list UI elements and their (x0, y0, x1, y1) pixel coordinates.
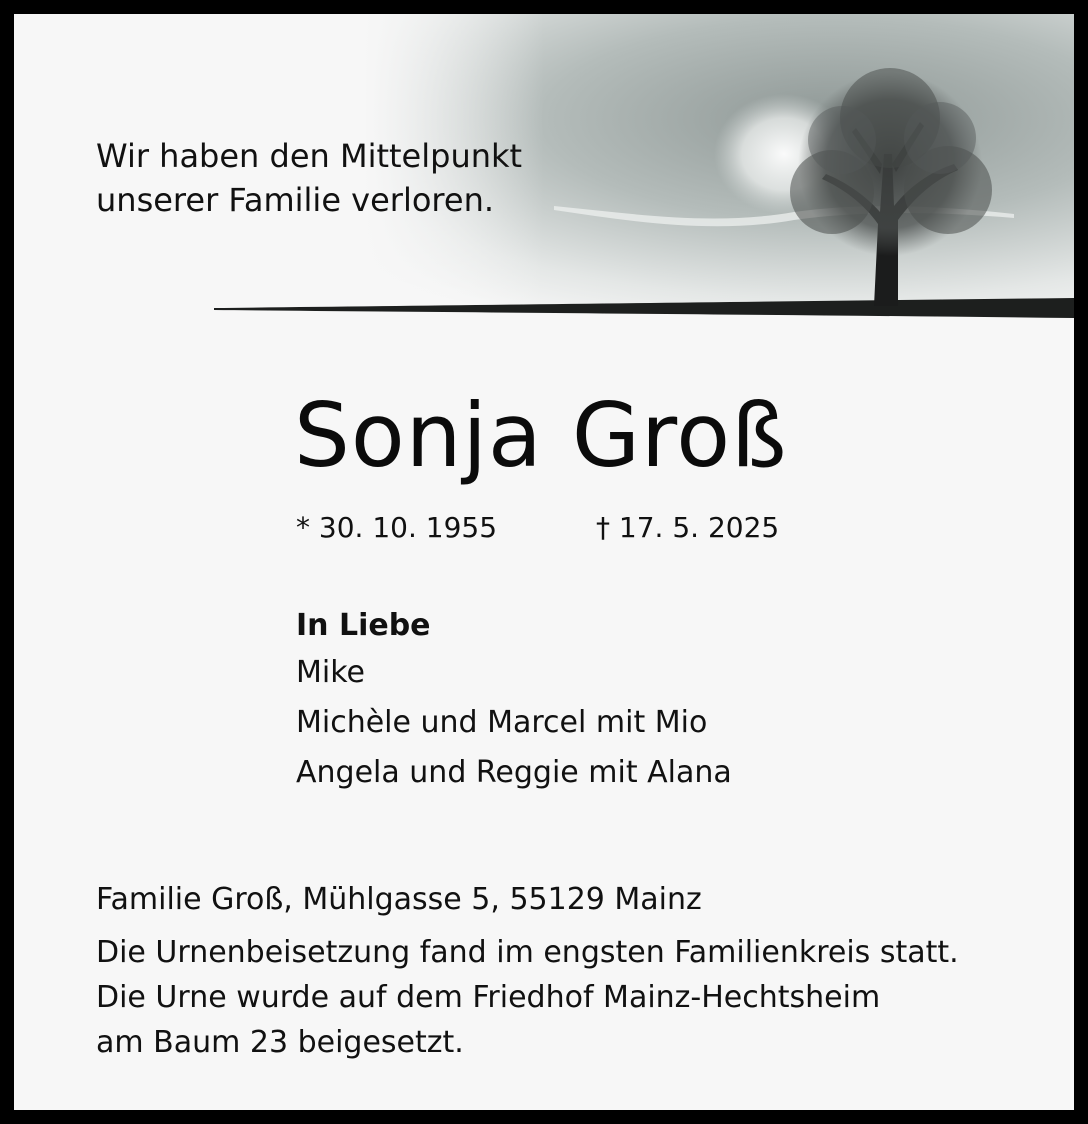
mourners-block (296, 604, 732, 798)
mourner-name: Mike (296, 655, 365, 690)
burial-info-line: am Baum 23 beigesetzt. (96, 1025, 464, 1060)
mourner-name: Angela und Reggie mit Alana (296, 755, 732, 790)
tagline-line: Wir haben den Mittelpunkt (96, 137, 523, 175)
mourners-heading: In Liebe (296, 608, 431, 643)
birth-date: * 30. 10. 1955 (296, 511, 498, 544)
tagline (96, 134, 522, 222)
deceased-name: Sonja Groß (294, 384, 788, 487)
mourner-name: Michèle und Marcel mit Mio (296, 705, 708, 740)
death-date: † 17. 5. 2025 (596, 511, 780, 544)
tagline-line: unserer Familie verloren. (96, 181, 495, 219)
burial-info-line: Die Urne wurde auf dem Friedhof Mainz-Hechtsheim (96, 980, 881, 1015)
family-address: Familie Groß, Mühlgasse 5, 55129 Mainz (96, 882, 702, 917)
life-dates (296, 508, 816, 548)
burial-info-line: Die Urnenbeisetzung fand im engsten Familienkreis statt. (96, 935, 959, 970)
footer-block (96, 876, 959, 1065)
